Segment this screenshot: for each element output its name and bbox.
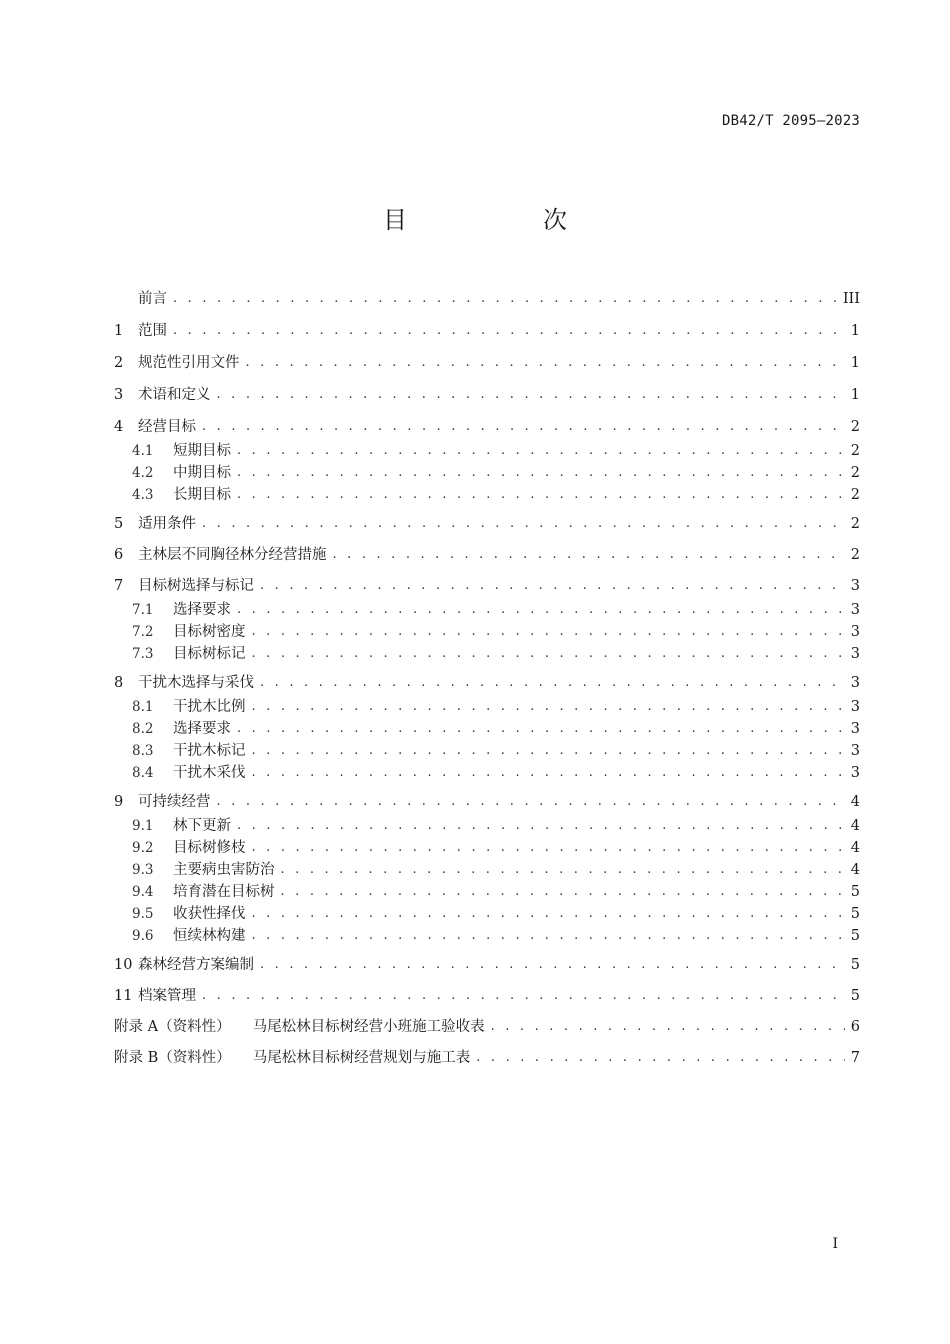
toc-leader-dots bbox=[252, 644, 845, 664]
toc-entry[interactable] bbox=[114, 1046, 860, 1070]
toc-entry[interactable] bbox=[114, 287, 860, 311]
toc-entry-number: 10 bbox=[114, 957, 133, 973]
toc-entry-number: 9.5 bbox=[132, 906, 154, 922]
toc-entry-number: 9.6 bbox=[132, 928, 154, 944]
toc-entry-label: 适用条件 bbox=[138, 516, 196, 532]
toc-leader-dots bbox=[202, 415, 845, 439]
toc-entry-number: 9.3 bbox=[132, 862, 154, 878]
toc-leader-dots bbox=[476, 1046, 845, 1070]
toc-entry-page: 7 bbox=[850, 1050, 860, 1066]
toc-entry-label: 范围 bbox=[138, 323, 167, 339]
toc-leader-dots bbox=[252, 926, 845, 946]
table-of-contents bbox=[114, 287, 860, 1070]
toc-entry-label: 中期目标 bbox=[173, 465, 231, 481]
toc-leader-dots bbox=[237, 600, 845, 620]
toc-entry-number: 6 bbox=[114, 547, 124, 563]
toc-entry-label: 选择要求 bbox=[173, 602, 231, 618]
toc-entry-page: 5 bbox=[850, 988, 860, 1004]
toc-entry-page: 1 bbox=[850, 387, 860, 403]
toc-entry-number: 附录 B（资料性） bbox=[114, 1050, 231, 1066]
toc-entry-page: 5 bbox=[850, 906, 860, 922]
toc-entry-page: 4 bbox=[850, 794, 860, 810]
toc-entry-label: 目标树密度 bbox=[173, 624, 246, 640]
toc-leader-dots bbox=[173, 319, 845, 343]
toc-entry[interactable] bbox=[114, 790, 860, 814]
toc-leader-dots bbox=[217, 790, 845, 814]
toc-entry-page: 5 bbox=[850, 928, 860, 944]
toc-entry[interactable] bbox=[114, 463, 860, 483]
toc-leader-dots bbox=[252, 763, 845, 783]
toc-entry[interactable] bbox=[114, 622, 860, 642]
toc-entry-number: 1 bbox=[114, 323, 124, 339]
toc-entry-label: 培育潜在目标树 bbox=[173, 884, 275, 900]
toc-entry-number: 8.2 bbox=[132, 721, 154, 737]
toc-entry-page: 2 bbox=[850, 465, 860, 481]
toc-entry-page: 4 bbox=[850, 818, 860, 834]
toc-entry-number: 4.3 bbox=[132, 487, 154, 503]
toc-entry-number: 4.1 bbox=[132, 443, 154, 459]
toc-entry-page: 6 bbox=[850, 1019, 860, 1035]
toc-leader-dots bbox=[252, 622, 845, 642]
toc-entry-number: 7.2 bbox=[132, 624, 154, 640]
toc-entry[interactable] bbox=[114, 319, 860, 343]
toc-entry-label: 干扰木标记 bbox=[173, 743, 246, 759]
toc-entry-page: 3 bbox=[850, 743, 860, 759]
toc-entry[interactable] bbox=[114, 574, 860, 598]
toc-entry-number: 9.1 bbox=[132, 818, 154, 834]
toc-leader-dots bbox=[491, 1015, 845, 1039]
toc-entry-label: 短期目标 bbox=[173, 443, 231, 459]
toc-entry-label: 长期目标 bbox=[173, 487, 231, 503]
toc-entry-number: 7 bbox=[114, 578, 124, 594]
toc-entry-page: 1 bbox=[850, 355, 860, 371]
toc-leader-dots bbox=[246, 351, 845, 375]
toc-entry-label: 可持续经营 bbox=[138, 794, 211, 810]
toc-entry-page: 2 bbox=[850, 516, 860, 532]
toc-entry-page: 5 bbox=[850, 884, 860, 900]
toc-entry[interactable] bbox=[114, 415, 860, 439]
toc-leader-dots bbox=[237, 441, 845, 461]
toc-entry-label: 干扰木比例 bbox=[173, 699, 246, 715]
toc-leader-dots bbox=[173, 287, 837, 311]
document-code: DB42/T 2095—2023 bbox=[721, 113, 860, 129]
toc-leader-dots bbox=[252, 741, 845, 761]
toc-leader-dots bbox=[217, 383, 845, 407]
toc-entry[interactable] bbox=[114, 512, 860, 536]
toc-entry[interactable] bbox=[114, 984, 860, 1008]
toc-leader-dots bbox=[252, 904, 845, 924]
toc-entry-number: 7.1 bbox=[132, 602, 154, 618]
toc-leader-dots bbox=[260, 671, 845, 695]
toc-leader-dots bbox=[237, 463, 845, 483]
toc-entry[interactable] bbox=[114, 543, 860, 567]
toc-entry-page: 2 bbox=[850, 547, 860, 563]
toc-entry-page: 2 bbox=[850, 487, 860, 503]
toc-entry-page: III bbox=[842, 291, 860, 307]
toc-entry-label: 主林层不同胸径林分经营措施 bbox=[138, 547, 327, 563]
toc-leader-dots bbox=[237, 816, 845, 836]
toc-entry-number: 4 bbox=[114, 419, 124, 435]
toc-entry-page: 1 bbox=[850, 323, 860, 339]
toc-entry[interactable] bbox=[114, 671, 860, 695]
toc-entry-label: 目标树修枝 bbox=[173, 840, 246, 856]
toc-entry-label: 选择要求 bbox=[173, 721, 231, 737]
toc-entry-number: 9 bbox=[114, 794, 124, 810]
toc-entry-page: 4 bbox=[850, 862, 860, 878]
toc-entry-number: 8.3 bbox=[132, 743, 154, 759]
toc-entry[interactable] bbox=[114, 485, 860, 505]
toc-entry[interactable] bbox=[114, 904, 860, 924]
toc-entry[interactable] bbox=[114, 860, 860, 880]
toc-entry-number: 11 bbox=[114, 988, 133, 1004]
toc-leader-dots bbox=[281, 882, 845, 902]
toc-entry-label: 干扰木选择与采伐 bbox=[138, 675, 254, 691]
toc-entry-label: 恒续林构建 bbox=[173, 928, 246, 944]
toc-leader-dots bbox=[202, 984, 845, 1008]
toc-entry-label: 目标树标记 bbox=[173, 646, 246, 662]
toc-leader-dots bbox=[252, 838, 845, 858]
toc-entry-label: 规范性引用文件 bbox=[138, 355, 240, 371]
toc-entry-page: 3 bbox=[850, 675, 860, 691]
toc-entry-page: 2 bbox=[850, 419, 860, 435]
toc-entry-label: 林下更新 bbox=[173, 818, 231, 834]
toc-entry-number: 5 bbox=[114, 516, 124, 532]
toc-entry-page: 2 bbox=[850, 443, 860, 459]
toc-leader-dots bbox=[202, 512, 845, 536]
toc-leader-dots bbox=[260, 953, 845, 977]
toc-entry-page: 3 bbox=[850, 765, 860, 781]
toc-entry-label: 经营目标 bbox=[138, 419, 196, 435]
toc-entry-label: 马尾松林目标树经营小班施工验收表 bbox=[252, 1019, 485, 1035]
toc-leader-dots bbox=[237, 719, 845, 739]
toc-leader-dots bbox=[252, 697, 845, 717]
toc-entry-label: 目标树选择与标记 bbox=[138, 578, 254, 594]
toc-leader-dots bbox=[237, 485, 845, 505]
toc-entry[interactable] bbox=[114, 763, 860, 783]
toc-entry[interactable] bbox=[114, 600, 860, 620]
toc-entry-label: 干扰木采伐 bbox=[173, 765, 246, 781]
toc-entry[interactable] bbox=[114, 926, 860, 946]
toc-entry-page: 3 bbox=[850, 699, 860, 715]
toc-entry-page: 3 bbox=[850, 646, 860, 662]
toc-entry-number: 9.4 bbox=[132, 884, 154, 900]
toc-entry-number: 8 bbox=[114, 675, 124, 691]
toc-entry-label: 森林经营方案编制 bbox=[138, 957, 254, 973]
toc-entry[interactable] bbox=[114, 838, 860, 858]
toc-entry-number: 8.1 bbox=[132, 699, 154, 715]
toc-entry-number: 9.2 bbox=[132, 840, 154, 856]
page-title: 目 次 bbox=[383, 206, 623, 234]
toc-entry-number: 8.4 bbox=[132, 765, 154, 781]
toc-entry-label: 收获性择伐 bbox=[173, 906, 246, 922]
toc-entry-label: 前言 bbox=[138, 291, 167, 307]
toc-entry[interactable] bbox=[114, 441, 860, 461]
toc-entry-label: 术语和定义 bbox=[138, 387, 211, 403]
toc-leader-dots bbox=[260, 574, 845, 598]
toc-entry[interactable] bbox=[114, 351, 860, 375]
toc-entry-label: 主要病虫害防治 bbox=[173, 862, 275, 878]
toc-entry-label: 档案管理 bbox=[138, 988, 196, 1004]
toc-entry-number: 4.2 bbox=[132, 465, 154, 481]
toc-entry[interactable] bbox=[114, 816, 860, 836]
toc-entry-number: 2 bbox=[114, 355, 124, 371]
toc-entry-label: 马尾松林目标树经营规划与施工表 bbox=[252, 1050, 471, 1066]
toc-entry-number: 7.3 bbox=[132, 646, 154, 662]
toc-entry-page: 3 bbox=[850, 602, 860, 618]
toc-leader-dots bbox=[333, 543, 845, 567]
toc-entry[interactable] bbox=[114, 383, 860, 407]
toc-entry-page: 3 bbox=[850, 624, 860, 640]
toc-entry[interactable] bbox=[114, 741, 860, 761]
toc-entry[interactable] bbox=[114, 1015, 860, 1039]
page-number: I bbox=[832, 1236, 838, 1252]
toc-entry[interactable] bbox=[114, 953, 860, 977]
toc-entry[interactable] bbox=[114, 644, 860, 664]
toc-entry-page: 5 bbox=[850, 957, 860, 973]
toc-entry[interactable] bbox=[114, 882, 860, 902]
toc-entry-page: 3 bbox=[850, 578, 860, 594]
toc-entry[interactable] bbox=[114, 719, 860, 739]
toc-leader-dots bbox=[281, 860, 845, 880]
toc-entry-number: 3 bbox=[114, 387, 124, 403]
toc-entry-page: 3 bbox=[850, 721, 860, 737]
toc-entry-page: 4 bbox=[850, 840, 860, 856]
toc-entry[interactable] bbox=[114, 697, 860, 717]
toc-entry-number: 附录 A（资料性） bbox=[114, 1019, 231, 1035]
